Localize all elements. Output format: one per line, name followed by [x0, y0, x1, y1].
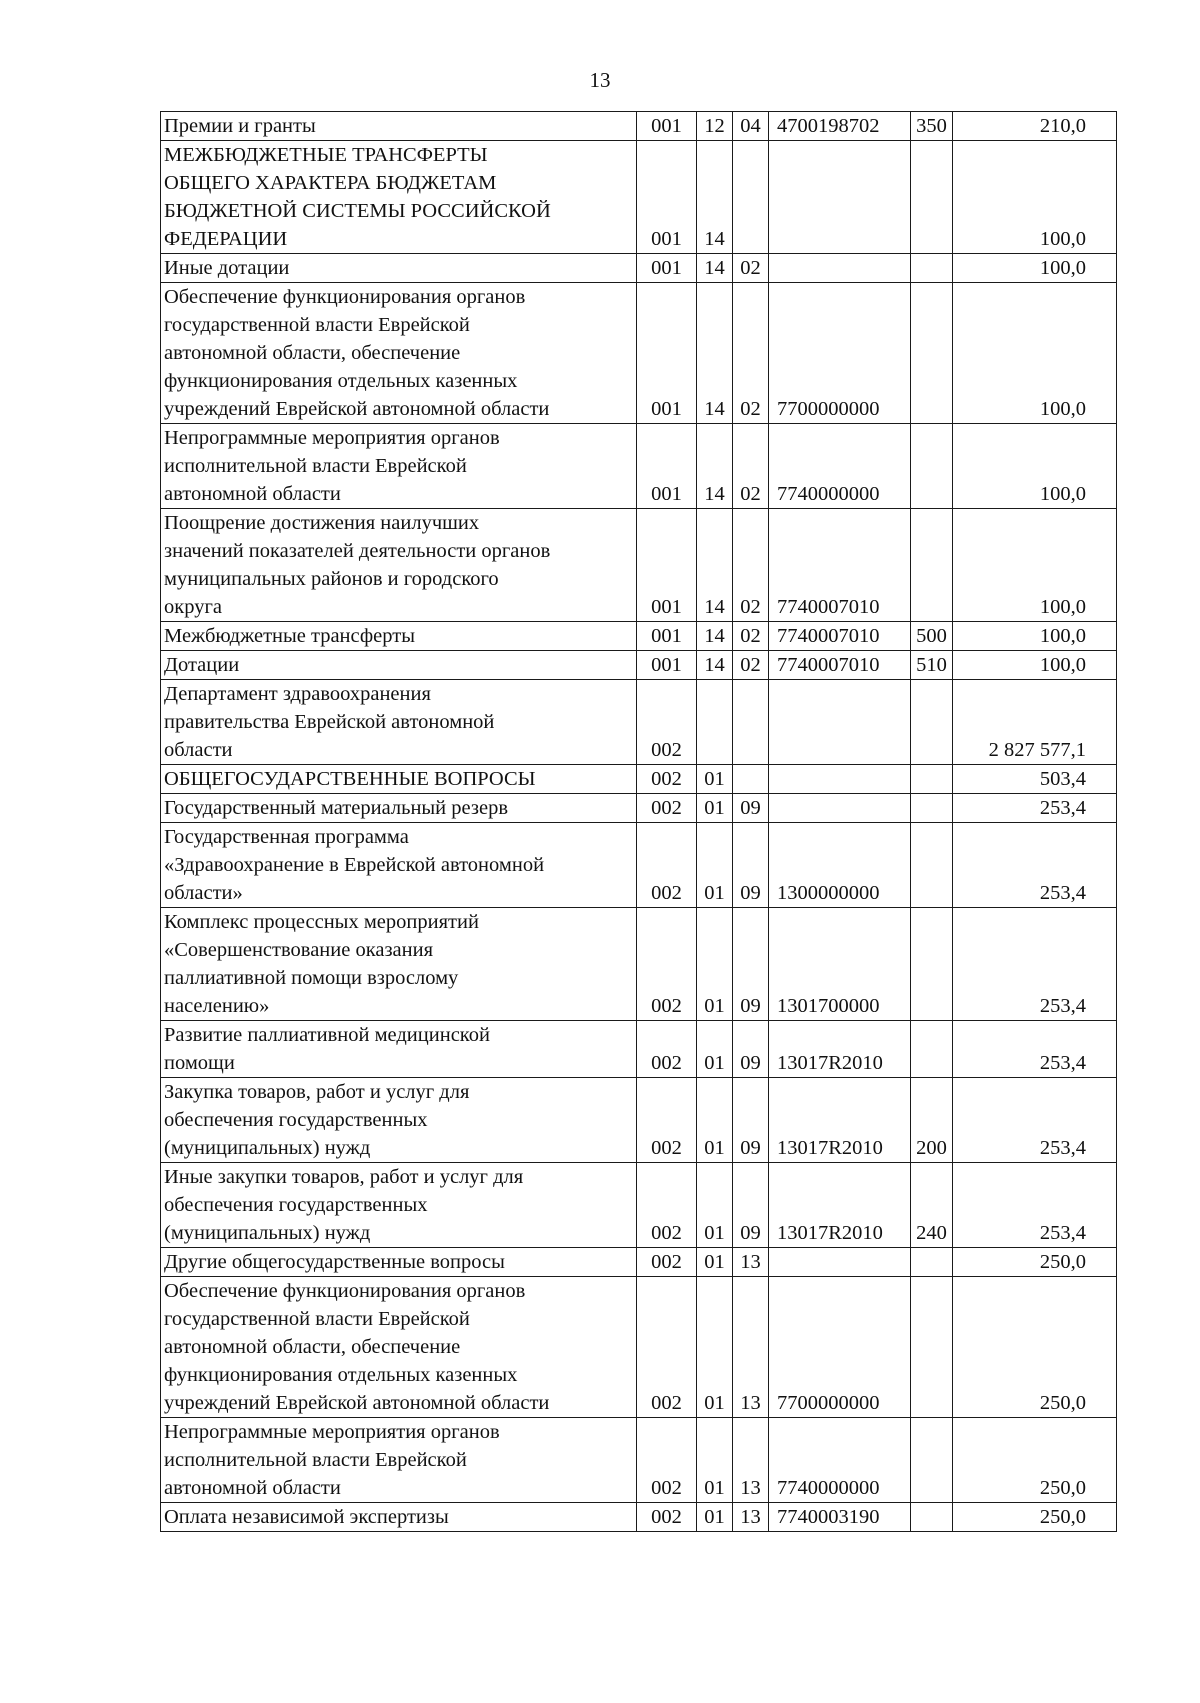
- row-name: ОБЩЕГОСУДАРСТВЕННЫЕ ВОПРОСЫ: [161, 765, 637, 794]
- cell-section: 14: [697, 424, 733, 509]
- cell-expense-type: [911, 823, 953, 908]
- row-name: Обеспечение функционирования органов государственной власти Еврейской автономной области, обеспечение функционирования отдельных казенных учреждений Еврейской автономной области: [161, 1277, 637, 1418]
- table-row: [161, 1248, 1117, 1277]
- cell-subsection: 09: [733, 908, 769, 1021]
- budget-table: [160, 111, 1117, 1532]
- row-name: Иные дотации: [161, 254, 637, 283]
- cell-expense-type: [911, 1248, 953, 1277]
- cell-ved-code: 001: [637, 509, 697, 622]
- table-row: [161, 1078, 1117, 1163]
- cell-amount: 253,4: [953, 1163, 1117, 1248]
- cell-amount: 210,0: [953, 112, 1117, 141]
- row-name: Комплекс процессных мероприятий «Совершенствование оказания паллиативной помощи взрослому населению»: [161, 908, 637, 1021]
- cell-expense-type: [911, 283, 953, 424]
- cell-amount: 100,0: [953, 141, 1117, 254]
- cell-expense-type: [911, 509, 953, 622]
- cell-amount: 503,4: [953, 765, 1117, 794]
- cell-subsection: 09: [733, 1163, 769, 1248]
- page-number: 13: [589, 68, 611, 92]
- cell-expense-type: 500: [911, 622, 953, 651]
- cell-section: 14: [697, 509, 733, 622]
- row-name: Развитие паллиативной медицинской помощи: [161, 1021, 637, 1078]
- cell-target-article: 7740007010: [769, 651, 911, 680]
- cell-amount: 100,0: [953, 622, 1117, 651]
- cell-expense-type: 510: [911, 651, 953, 680]
- table-row: [161, 424, 1117, 509]
- cell-target-article: [769, 141, 911, 254]
- cell-subsection: 02: [733, 622, 769, 651]
- cell-section: [697, 680, 733, 765]
- row-name: Другие общегосударственные вопросы: [161, 1248, 637, 1277]
- cell-ved-code: 002: [637, 823, 697, 908]
- cell-section: 01: [697, 1277, 733, 1418]
- cell-section: 12: [697, 112, 733, 141]
- cell-section: 14: [697, 141, 733, 254]
- cell-amount: 253,4: [953, 823, 1117, 908]
- cell-section: 01: [697, 1248, 733, 1277]
- cell-ved-code: 002: [637, 1248, 697, 1277]
- table-row: [161, 765, 1117, 794]
- cell-ved-code: 001: [637, 112, 697, 141]
- table-row: [161, 1418, 1117, 1503]
- cell-subsection: 02: [733, 254, 769, 283]
- cell-target-article: [769, 254, 911, 283]
- cell-subsection: 13: [733, 1503, 769, 1532]
- cell-target-article: 7700000000: [769, 1277, 911, 1418]
- table-row: [161, 680, 1117, 765]
- cell-section: 14: [697, 254, 733, 283]
- cell-expense-type: 240: [911, 1163, 953, 1248]
- cell-target-article: 7740000000: [769, 1418, 911, 1503]
- cell-target-article: 1300000000: [769, 823, 911, 908]
- table-row: [161, 283, 1117, 424]
- cell-ved-code: 002: [637, 1163, 697, 1248]
- cell-expense-type: [911, 765, 953, 794]
- cell-expense-type: [911, 141, 953, 254]
- cell-ved-code: 002: [637, 1078, 697, 1163]
- cell-expense-type: [911, 1021, 953, 1078]
- budget-table-body: [161, 112, 1117, 1532]
- cell-amount: 100,0: [953, 424, 1117, 509]
- table-row: [161, 908, 1117, 1021]
- cell-subsection: 02: [733, 509, 769, 622]
- cell-target-article: [769, 1248, 911, 1277]
- cell-amount: 253,4: [953, 908, 1117, 1021]
- row-name: Дотации: [161, 651, 637, 680]
- cell-ved-code: 001: [637, 651, 697, 680]
- cell-section: 01: [697, 1418, 733, 1503]
- cell-subsection: 09: [733, 794, 769, 823]
- cell-target-article: 7700000000: [769, 283, 911, 424]
- cell-section: 14: [697, 622, 733, 651]
- cell-ved-code: 001: [637, 424, 697, 509]
- cell-section: 01: [697, 794, 733, 823]
- cell-subsection: 09: [733, 1078, 769, 1163]
- cell-target-article: 13017R2010: [769, 1163, 911, 1248]
- cell-amount: 100,0: [953, 254, 1117, 283]
- cell-expense-type: [911, 254, 953, 283]
- row-name: МЕЖБЮДЖЕТНЫЕ ТРАНСФЕРТЫ ОБЩЕГО ХАРАКТЕРА БЮДЖЕТАМ БЮДЖЕТНОЙ СИСТЕМЫ РОССИЙСКОЙ ФЕДЕРАЦИИ: [161, 141, 637, 254]
- cell-amount: 253,4: [953, 1021, 1117, 1078]
- cell-ved-code: 001: [637, 141, 697, 254]
- cell-subsection: [733, 141, 769, 254]
- cell-ved-code: 002: [637, 1021, 697, 1078]
- cell-target-article: 7740007010: [769, 622, 911, 651]
- table-row: [161, 509, 1117, 622]
- cell-section: 01: [697, 1021, 733, 1078]
- table-row: [161, 651, 1117, 680]
- row-name: Премии и гранты: [161, 112, 637, 141]
- cell-subsection: 13: [733, 1418, 769, 1503]
- cell-ved-code: 002: [637, 1503, 697, 1532]
- cell-section: 01: [697, 908, 733, 1021]
- row-name: Иные закупки товаров, работ и услуг для обеспечения государственных (муниципальных) нужд: [161, 1163, 637, 1248]
- cell-subsection: [733, 680, 769, 765]
- cell-target-article: 13017R2010: [769, 1021, 911, 1078]
- cell-amount: 250,0: [953, 1248, 1117, 1277]
- cell-ved-code: 001: [637, 622, 697, 651]
- cell-ved-code: 002: [637, 1418, 697, 1503]
- cell-expense-type: [911, 794, 953, 823]
- table-row: [161, 622, 1117, 651]
- cell-amount: 100,0: [953, 509, 1117, 622]
- row-name: Оплата независимой экспертизы: [161, 1503, 637, 1532]
- cell-amount: 253,4: [953, 1078, 1117, 1163]
- cell-subsection: 13: [733, 1248, 769, 1277]
- cell-subsection: 09: [733, 823, 769, 908]
- cell-subsection: 09: [733, 1021, 769, 1078]
- table-row: [161, 1163, 1117, 1248]
- row-name: Непрограммные мероприятия органов исполнительной власти Еврейской автономной области: [161, 424, 637, 509]
- cell-expense-type: [911, 1277, 953, 1418]
- cell-amount: 250,0: [953, 1418, 1117, 1503]
- cell-subsection: 02: [733, 424, 769, 509]
- row-name: Государственный материальный резерв: [161, 794, 637, 823]
- cell-amount: 100,0: [953, 651, 1117, 680]
- cell-expense-type: [911, 424, 953, 509]
- cell-target-article: 4700198702: [769, 112, 911, 141]
- cell-ved-code: 001: [637, 254, 697, 283]
- cell-section: 01: [697, 1503, 733, 1532]
- cell-expense-type: 200: [911, 1078, 953, 1163]
- table-row: [161, 1503, 1117, 1532]
- table-row: [161, 254, 1117, 283]
- cell-expense-type: [911, 1503, 953, 1532]
- cell-expense-type: 350: [911, 112, 953, 141]
- cell-subsection: 02: [733, 283, 769, 424]
- cell-target-article: 7740000000: [769, 424, 911, 509]
- row-name: Межбюджетные трансферты: [161, 622, 637, 651]
- cell-section: 14: [697, 651, 733, 680]
- cell-section: 01: [697, 1163, 733, 1248]
- cell-amount: 250,0: [953, 1503, 1117, 1532]
- cell-ved-code: 002: [637, 908, 697, 1021]
- cell-target-article: [769, 794, 911, 823]
- cell-ved-code: 002: [637, 794, 697, 823]
- cell-subsection: 04: [733, 112, 769, 141]
- cell-section: 01: [697, 823, 733, 908]
- table-row: [161, 1277, 1117, 1418]
- table-row: [161, 141, 1117, 254]
- cell-amount: 2 827 577,1: [953, 680, 1117, 765]
- row-name: Обеспечение функционирования органов государственной власти Еврейской автономной области, обеспечение функционирования отдельных казенных учреждений Еврейской автономной области: [161, 283, 637, 424]
- cell-target-article: 7740003190: [769, 1503, 911, 1532]
- table-row: [161, 794, 1117, 823]
- cell-section: 14: [697, 283, 733, 424]
- cell-expense-type: [911, 908, 953, 1021]
- cell-subsection: [733, 765, 769, 794]
- cell-target-article: 7740007010: [769, 509, 911, 622]
- cell-amount: 253,4: [953, 794, 1117, 823]
- row-name: Поощрение достижения наилучших значений показателей деятельности органов муниципальных районов и городского округа: [161, 509, 637, 622]
- table-row: [161, 823, 1117, 908]
- cell-section: 01: [697, 765, 733, 794]
- cell-target-article: 13017R2010: [769, 1078, 911, 1163]
- table-row: [161, 112, 1117, 141]
- cell-section: 01: [697, 1078, 733, 1163]
- cell-target-article: [769, 765, 911, 794]
- row-name: Непрограммные мероприятия органов исполнительной власти Еврейской автономной области: [161, 1418, 637, 1503]
- cell-expense-type: [911, 680, 953, 765]
- row-name: Государственная программа «Здравоохранение в Еврейской автономной области»: [161, 823, 637, 908]
- cell-subsection: 02: [733, 651, 769, 680]
- table-row: [161, 1021, 1117, 1078]
- cell-target-article: [769, 680, 911, 765]
- cell-subsection: 13: [733, 1277, 769, 1418]
- cell-ved-code: 002: [637, 765, 697, 794]
- cell-ved-code: 002: [637, 680, 697, 765]
- cell-amount: 250,0: [953, 1277, 1117, 1418]
- row-name: Департамент здравоохранения правительства Еврейской автономной области: [161, 680, 637, 765]
- row-name: Закупка товаров, работ и услуг для обеспечения государственных (муниципальных) нужд: [161, 1078, 637, 1163]
- cell-ved-code: 002: [637, 1277, 697, 1418]
- cell-ved-code: 001: [637, 283, 697, 424]
- cell-amount: 100,0: [953, 283, 1117, 424]
- cell-expense-type: [911, 1418, 953, 1503]
- cell-target-article: 1301700000: [769, 908, 911, 1021]
